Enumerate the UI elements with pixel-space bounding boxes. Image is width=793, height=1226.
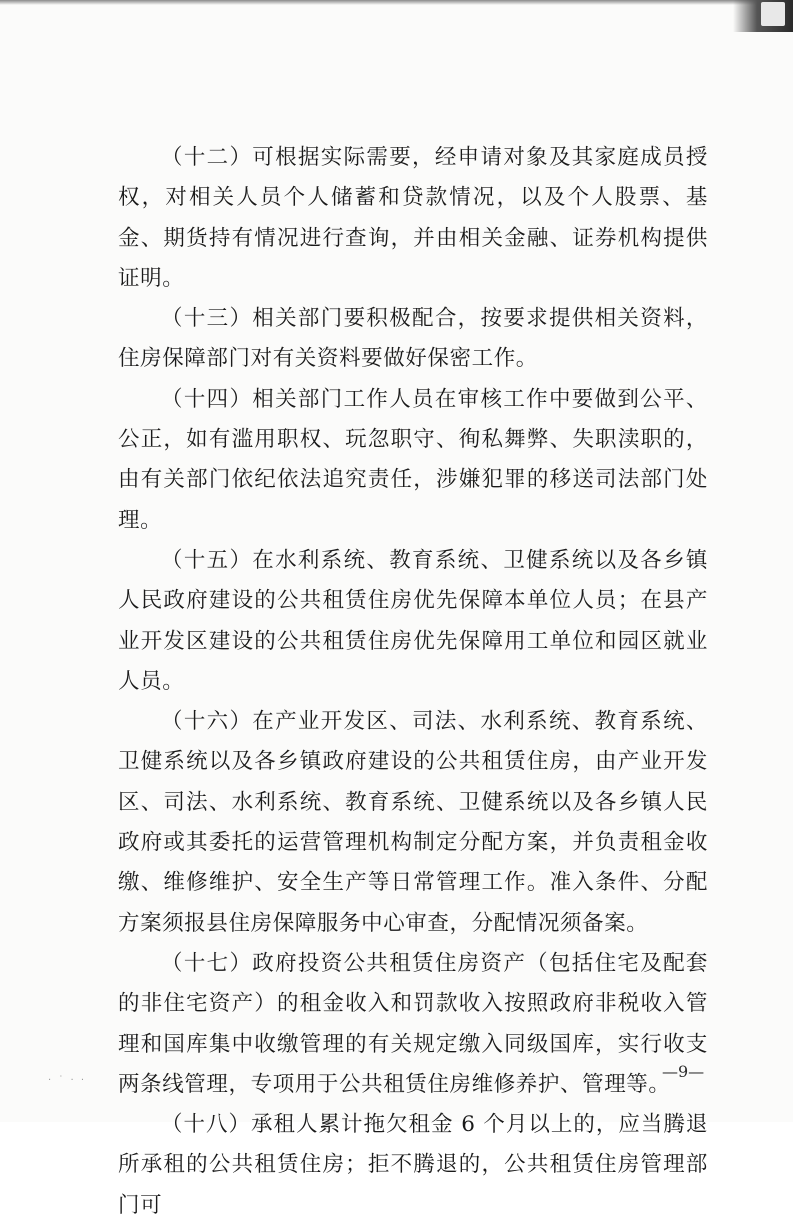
paragraph-18: （十八）承租人累计拖欠租金 6 个月以上的，应当腾退所承租的公共租赁住房；拒不腾退的，公共租赁住房管理部门可 (118, 1112, 708, 1218)
paragraph-13: （十三）相关部门要积极配合，按要求提供相关资料，住房保障部门对有关资料要做好保密工作。 (118, 306, 708, 372)
scan-edge-shadow (0, 0, 793, 5)
scan-corner-artifact (733, 0, 793, 32)
body-text (118, 138, 708, 1226)
paragraph-17: （十七）政府投资公共租赁住房资产（包括住宅及配套的非住宅资产）的租金收入和罚款收入按照政府非税收入管理和国库集中收缴管理的有关规定缴入同级国库，实行收支两条线管理，专项用于公共租赁住房维修养护、管理等。 (118, 950, 708, 1097)
paragraph-15: （十五）在水利系统、教育系统、卫健系统以及各乡镇人民政府建设的公共租赁住房优先保障本单位人员；在县产业开发区建设的公共租赁住房优先保障用工单位和园区就业人员。 (118, 547, 708, 694)
paragraph-12: （十二）可根据实际需要，经申请对象及其家庭成员授权，对相关人员个人储蓄和贷款情况，以及个人股票、基金、期货持有情况进行查询，并由相关金融、证券机构提供证明。 (118, 145, 708, 291)
paragraph-14: （十四）相关部门工作人员在审核工作中要做到公平、公正，如有滥用职权、玩忽职守、徇私舞弊、失职渎职的，由有关部门依纪依法追究责任，涉嫌犯罪的移送司法部门处理。 (118, 386, 708, 533)
paragraph-16: （十六）在产业开发区、司法、水利系统、教育系统、卫健系统以及各乡镇政府建设的公共租赁住房，由产业开发区、司法、水利系统、教育系统、卫健系统以及各乡镇人民政府或其委托的运营管理机构制定分配方案，并负责租金收缴、维修维护、安全生产等日常管理工作。准入条件、分配方案须报县住房保障服务中心审查，分配情况须备案。 (118, 709, 708, 936)
page-number: —9— (662, 1062, 705, 1081)
scan-speck: · ˙ · · (48, 1075, 87, 1086)
